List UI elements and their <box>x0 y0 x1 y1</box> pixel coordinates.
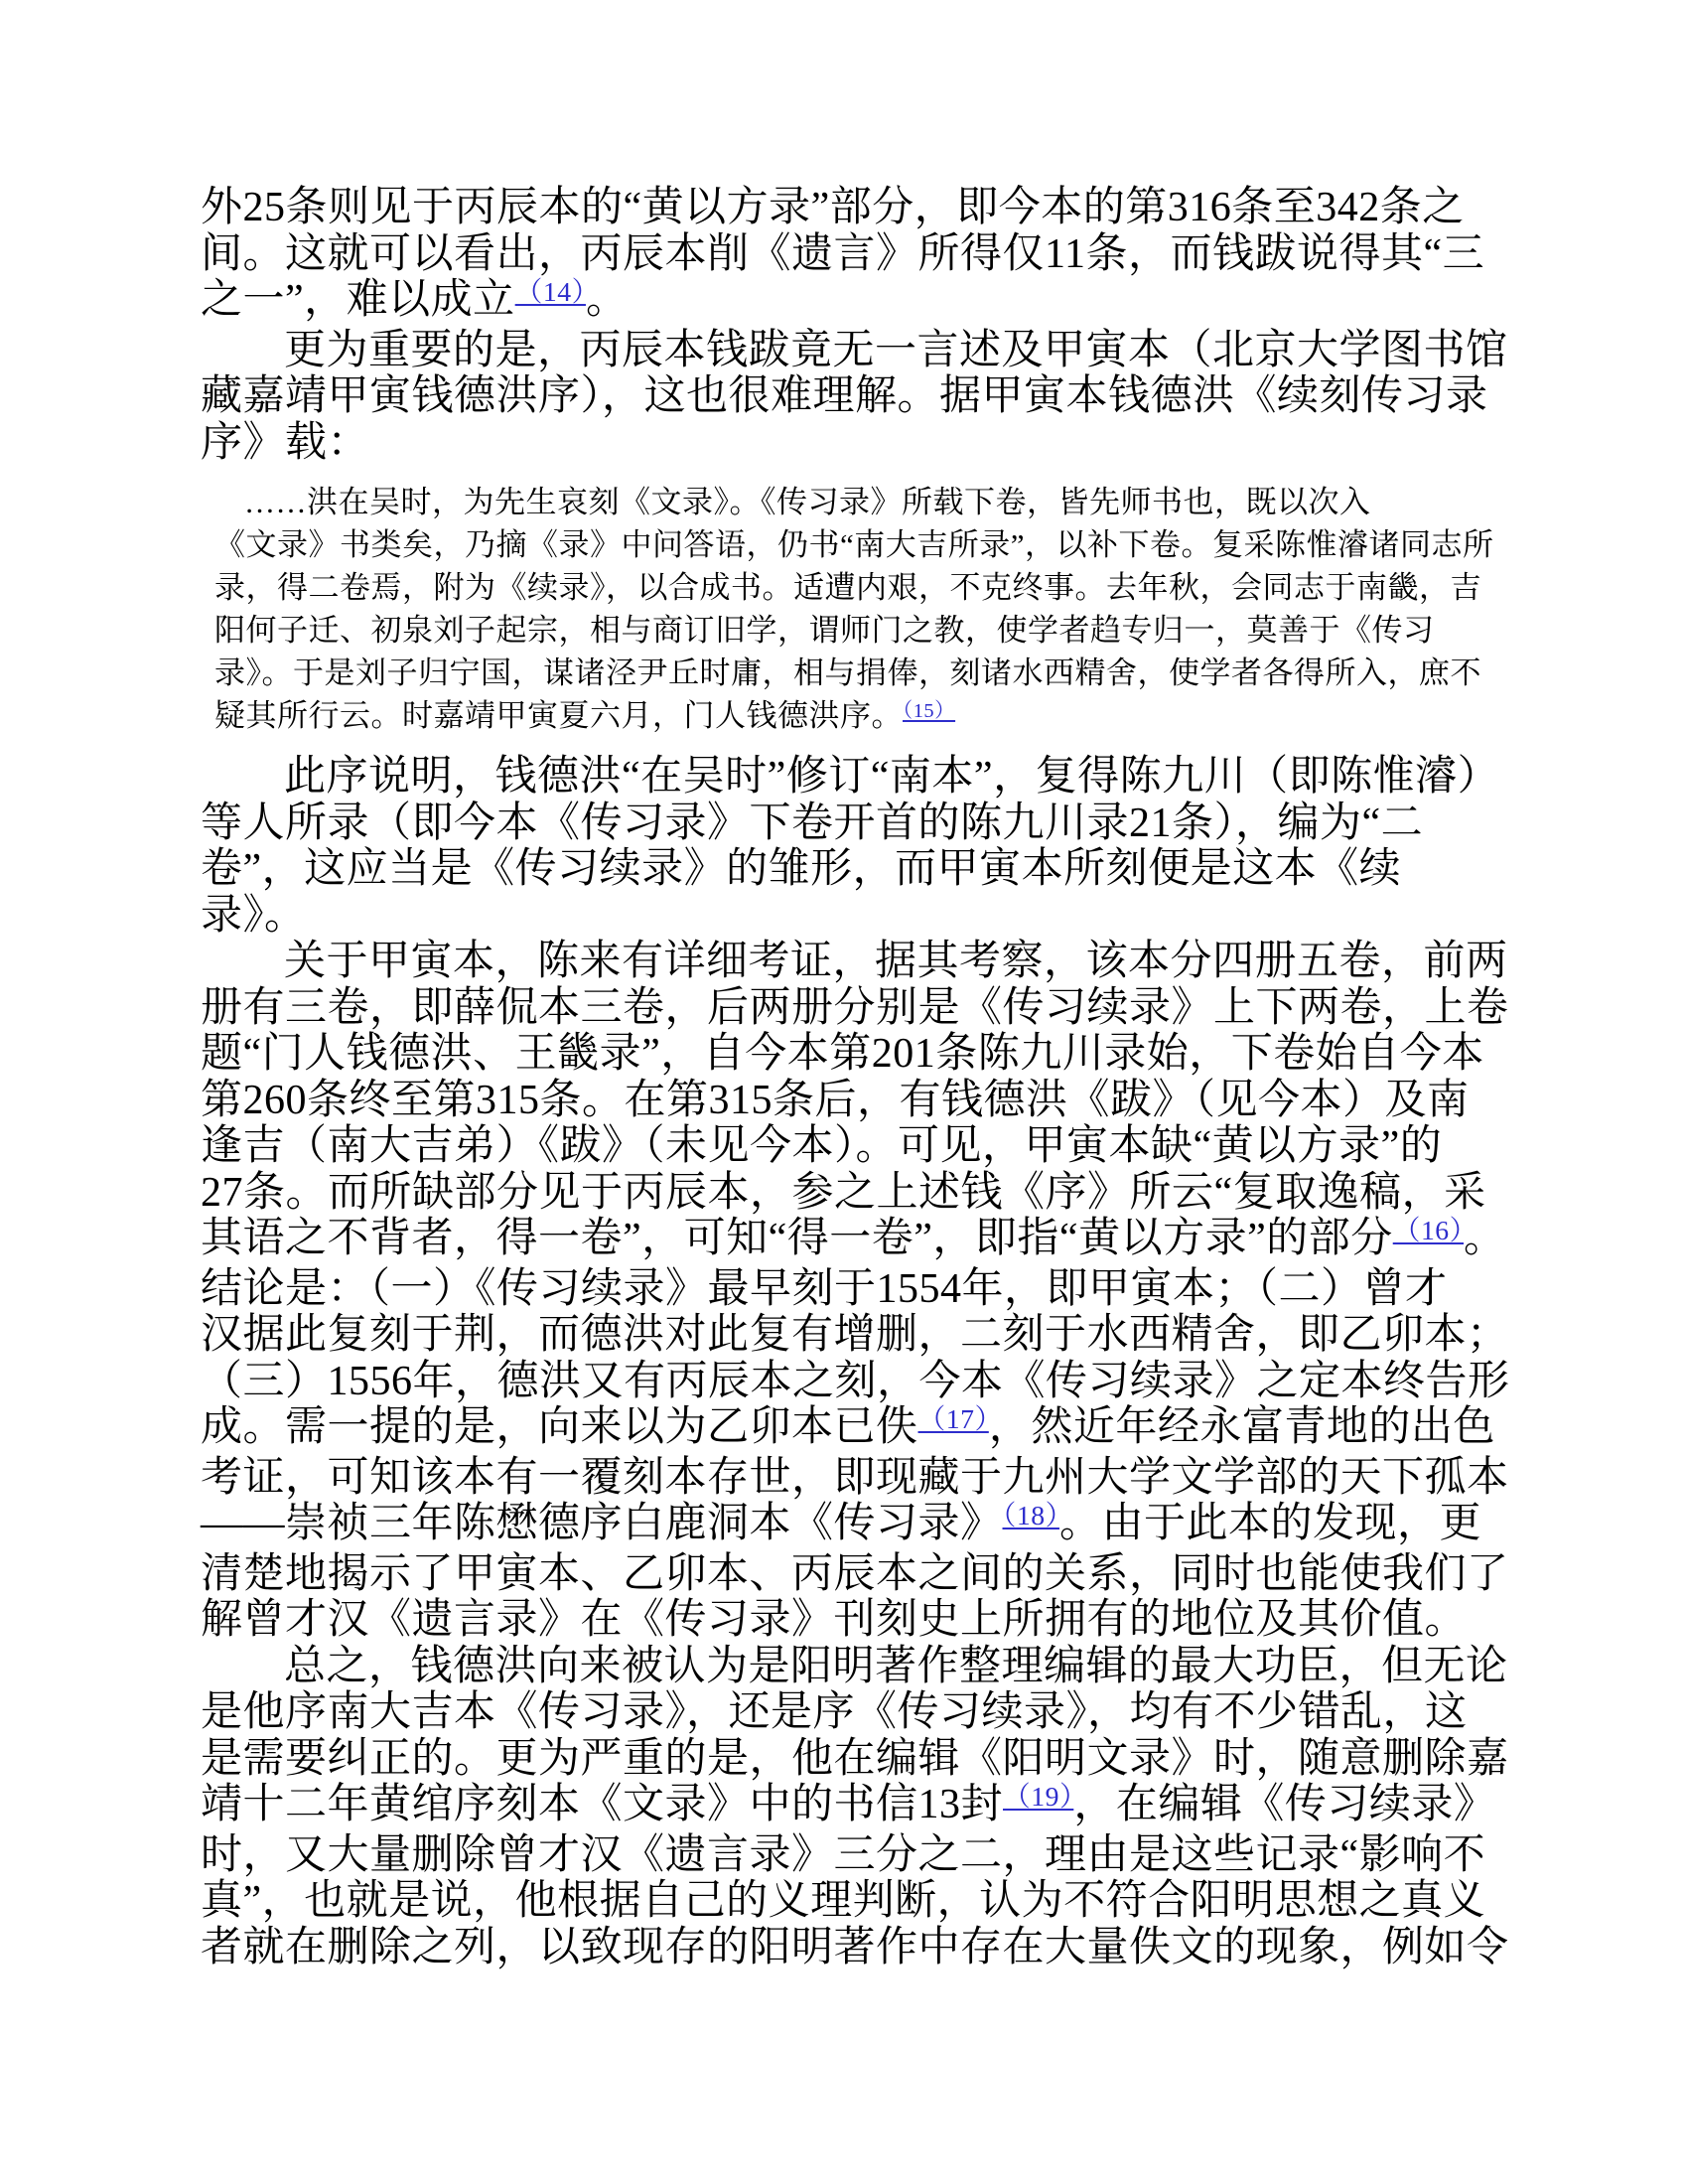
text-run: 录，得二卷焉，附为《续录》，以合成书。适遭内艰，不克终事。去年秋，会同志于南畿，吉 <box>214 570 1481 605</box>
paragraph <box>201 1644 1556 1971</box>
text-run: 。 <box>585 277 629 323</box>
text-run: 录》。 <box>201 892 307 939</box>
text-line <box>201 328 1556 374</box>
text-line <box>201 754 1556 801</box>
footnote-link[interactable]: （19） <box>1003 1781 1074 1813</box>
text-line <box>201 1689 1556 1736</box>
text-run: 其语之不背者，得一卷”，可知“得一卷”，即指“黄以方录”的部分 <box>201 1216 1393 1261</box>
text-line <box>201 185 1556 231</box>
text-line <box>214 609 1535 652</box>
text-run: 题“门人钱德洪、王畿录”，自今本第201条陈九川录始，下卷始自今本 <box>201 1031 1484 1077</box>
text-run: 汉据此复刻于荆，而德洪对此复有增删，二刻于水西精舍，即乙卯本； <box>201 1312 1509 1358</box>
text-content <box>201 185 1556 1970</box>
text-run: 。由于此本的发现，更 <box>1058 1501 1481 1546</box>
text-line <box>201 1031 1556 1078</box>
text-line <box>201 1170 1556 1217</box>
paragraph <box>201 939 1556 1644</box>
text-run: 解曾才汉《遗言录》在《传习录》刊刻史上所拥有的地位及其价值。 <box>201 1597 1468 1643</box>
footnote-link[interactable]: （18） <box>1002 1500 1059 1531</box>
text-line <box>201 231 1556 278</box>
text-line <box>201 1551 1556 1598</box>
text-line <box>214 481 1535 523</box>
text-line <box>201 1078 1556 1124</box>
text-line <box>201 1597 1556 1644</box>
text-line <box>201 1312 1556 1359</box>
footnote-link[interactable]: （17） <box>917 1403 989 1435</box>
text-run: 结论是：（一）《传习续录》最早刻于1554年，即甲寅本；（二）曾才 <box>201 1265 1448 1312</box>
text-run: 等人所录（即今本《传习录》下卷开首的陈九川录21条），编为“二 <box>201 800 1424 846</box>
text-line <box>214 523 1535 566</box>
text-run: 第260条终至第315条。在第315条后，有钱德洪《跋》（见今本）及南 <box>201 1077 1470 1123</box>
text-line <box>201 1455 1556 1502</box>
text-run: 此序说明，钱德洪“在吴时”修订“南本”，复得陈九川（即陈惟濬） <box>284 754 1500 800</box>
paragraph <box>201 328 1556 467</box>
text-line <box>214 566 1535 609</box>
text-run: 录》。于是刘子归宁国，谋诸泾尹丘时庸，相与捐俸，刻诸水西精舍，使学者各得所入，庶不 <box>214 655 1481 690</box>
text-run: 是他序南大吉本《传习录》，还是序《传习续录》，均有不少错乱，这 <box>201 1689 1468 1735</box>
text-line <box>201 277 1556 328</box>
text-run: 逢吉（南大吉弟）《跋》（未见今本）。可见，甲寅本缺“黄以方录”的 <box>201 1123 1443 1169</box>
footnote-link[interactable]: （14） <box>514 276 586 308</box>
text-run: 靖十二年黄绾序刻本《文录》中的书信13封 <box>201 1782 1004 1827</box>
text-line <box>201 420 1556 467</box>
text-line <box>201 1359 1556 1405</box>
text-run: 之一”，难以成立 <box>201 277 515 323</box>
text-run: ，然近年经永富青地的出色 <box>988 1404 1495 1450</box>
text-line <box>201 939 1556 985</box>
text-line <box>201 1832 1556 1879</box>
block-quote <box>214 481 1535 742</box>
text-run: 时，又大量删除曾才汉《遗言录》三分之二，理由是这些记录“影响不 <box>201 1831 1486 1878</box>
text-line <box>201 1266 1556 1313</box>
text-run: 阳何子迁、初泉刘子起宗，相与商订旧学，谓师门之教，使学者趋专归一，莫善于《传习 <box>214 613 1435 648</box>
text-run: ，在编辑《传习续录》 <box>1073 1782 1496 1827</box>
text-run: 藏嘉靖甲寅钱德洪序），这也很难理解。据甲寅本钱德洪《续刻传习录 <box>201 373 1488 419</box>
text-line <box>201 801 1556 847</box>
paragraph <box>201 754 1556 939</box>
text-line <box>201 1782 1556 1832</box>
text-run: 清楚地揭示了甲寅本、乙卯本、丙辰本之间的关系，同时也能使我们了 <box>201 1550 1509 1597</box>
text-run: 27条。而所缺部分见于丙辰本，参之上述钱《序》所云“复取逸稿，采 <box>201 1169 1486 1216</box>
text-line <box>201 1501 1556 1551</box>
text-line <box>201 1925 1556 1971</box>
text-run: 疑其所行云。时嘉靖甲寅夏六月，门人钱德洪序。 <box>214 698 903 733</box>
text-line <box>201 846 1556 893</box>
text-run: 成。需一提的是，向来以为乙卯本已佚 <box>201 1404 918 1450</box>
text-run: 考证，可知该本有一覆刻本存世，即现藏于九州大学文学部的天下孤本 <box>201 1454 1509 1501</box>
text-run: 总之，钱德洪向来被认为是阳明著作整理编辑的最大功臣，但无论 <box>284 1643 1508 1689</box>
text-run: 者就在删除之列，以致现存的阳明著作中存在大量佚文的现象，例如令 <box>201 1924 1509 1970</box>
text-run: 序》载： <box>201 419 370 466</box>
paragraph <box>201 185 1556 328</box>
text-line <box>214 694 1535 742</box>
text-line <box>201 1878 1556 1925</box>
text-run: ——崇祯三年陈懋德序白鹿洞本《传习录》 <box>201 1501 1003 1546</box>
text-line <box>201 893 1556 940</box>
text-run: 册有三卷，即薛侃本三卷，后两册分别是《传习续录》上下两卷，上卷 <box>201 984 1509 1031</box>
text-run: 更为重要的是，丙辰本钱跋竟无一言述及甲寅本（北京大学图书馆 <box>284 327 1508 373</box>
text-run: 是需要纠正的。更为严重的是，他在编辑《阳明文录》时，随意删除嘉 <box>201 1735 1509 1782</box>
text-run: 《文录》书类矣，乃摘《录》中问答语，仍书“南大吉所录”，以补下卷。复采陈惟濬诸同志所 <box>214 527 1494 562</box>
text-line <box>201 1216 1556 1266</box>
text-line <box>201 1644 1556 1690</box>
text-line <box>201 985 1556 1032</box>
text-run: 。 <box>1464 1216 1506 1261</box>
text-line <box>201 373 1556 420</box>
text-line <box>201 1736 1556 1783</box>
text-run: 卷”，这应当是《传习续录》的雏形，而甲寅本所刻便是这本《续 <box>201 846 1402 892</box>
text-line <box>201 1123 1556 1170</box>
text-run: ……洪在吴时，为先生哀刻《文录》。《传习录》所载下卷，皆先师书也，既以次入 <box>244 485 1371 519</box>
footnote-link[interactable]: （15） <box>903 700 956 723</box>
text-run: 关于甲寅本，陈来有详细考证，据其考察，该本分四册五卷，前两 <box>284 939 1508 984</box>
text-run: 真”，也就是说，他根据自己的义理判断，认为不符合阳明思想之真义 <box>201 1878 1486 1924</box>
text-line <box>214 652 1535 694</box>
text-run: （三）1556年，德洪又有丙辰本之刻，今本《传习续录》之定本终告形 <box>201 1358 1510 1404</box>
text-run: 间。这就可以看出，丙辰本削《遗言》所得仅11条，而钱跋说得其“三 <box>201 230 1485 277</box>
text-run: 外25条则见于丙辰本的“黄以方录”部分，即今本的第316条至342条之 <box>201 185 1465 230</box>
footnote-link[interactable]: （16） <box>1392 1215 1465 1246</box>
text-line <box>201 1404 1556 1455</box>
